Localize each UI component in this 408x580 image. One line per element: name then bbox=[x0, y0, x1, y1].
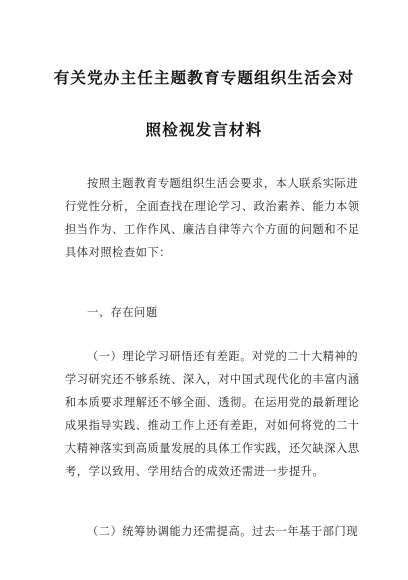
item1-line-3: 和本质要求理解还不够全面、透彻。在运用党的最新理论 bbox=[65, 396, 360, 409]
item2-line-1: （二）统筹协调能力还需提高。过去一年基于部门现 bbox=[87, 525, 359, 538]
intro-line-1: 按照主题教育专题组织生活会要求，本人联系实际进 bbox=[87, 177, 359, 190]
item1-line-5: 大精神落实到高质量发展的具体工作实践，还欠缺深入思 bbox=[65, 442, 360, 455]
item1-line-4: 成果指导实践、推动工作上还有差距，对如何将党的二十 bbox=[65, 419, 360, 432]
item1-line-1: （一）理论学习研悟还有差距。对党的二十大精神的 bbox=[87, 350, 359, 363]
document-title-line-2: 照检视发言材料 bbox=[145, 121, 263, 139]
item1-line-6: 考，学以致用、学用结合的成效还需进一步提升。 bbox=[65, 465, 325, 478]
item1-line-2: 学习研究还不够系统、深入，对中国式现代化的丰富内涵 bbox=[65, 373, 360, 386]
intro-line-3: 担当作为、工作作风、廉洁自律等六个方面的问题和不足 bbox=[65, 223, 360, 236]
intro-line-4: 具体对照检查如下： bbox=[65, 246, 172, 259]
document-title-line-1: 有关党办主任主题教育专题组织生活会对 bbox=[53, 69, 355, 87]
intro-line-2: 行党性分析，全面查找在理论学习、政治素养、能力本领 bbox=[65, 200, 360, 213]
section-heading: 一、存在问题 bbox=[87, 306, 158, 319]
